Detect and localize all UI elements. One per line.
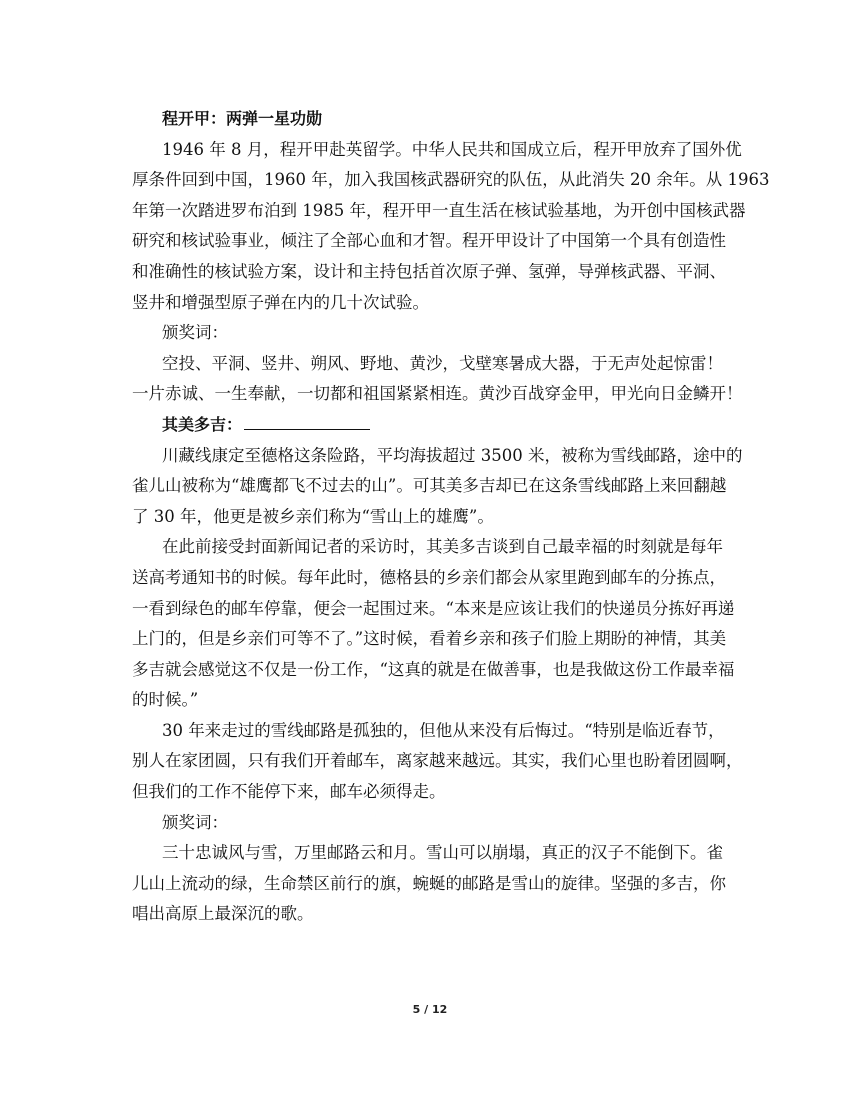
paragraph-line: 厚条件回到中国，1960 年，加入我国核武器研究的队伍，从此消失 20 余年。从 1963 — [132, 170, 770, 190]
paragraph-line: 了 30 年，他更是被乡亲们称为“雪山上的雄鹰”。 — [132, 506, 494, 526]
paragraph-line: 多吉就会感觉这不仅是一份工作，“这真的就是在做善事，也是我做这份工作最幸福 — [132, 659, 735, 679]
award-line: 唱出高原上最深沉的歌。 — [132, 904, 314, 924]
paragraph-line: 一看到绿色的邮车停靠，便会一起围过来。“本来是应该让我们的快递员分拣好再递 — [132, 598, 735, 618]
paragraph-line: 和准确性的核试验方案，设计和主持包括首次原子弹、氢弹，导弹核武器、平洞、 — [132, 261, 726, 281]
award-line: 一片赤诚、一生奉献，一切都和祖国紧紧相连。黄沙百战穿金甲，甲光向日金鳞开！ — [132, 384, 743, 404]
paragraph-line: 1946 年 8 月，程开甲赴英留学。中华人民共和国成立后，程开甲放弃了国外优 — [162, 139, 742, 159]
paragraph-line: 研究和核试验事业，倾注了全部心血和才智。程开甲设计了中国第一个具有创造性 — [132, 231, 726, 251]
section-heading-with-blank — [132, 410, 738, 441]
fill-in-blank[interactable] — [244, 410, 370, 430]
paragraph-line: 送高考通知书的时候。每年此时，德格县的乡亲们都会从家里跑到邮车的分拣点， — [132, 567, 726, 587]
paragraph-line: 别人在家团圆，只有我们开着邮车，离家越来越远。其实，我们心里也盼着团圆啊， — [132, 751, 743, 771]
paragraph-line: 的时候。” — [132, 690, 199, 710]
paragraph-line: 年第一次踏进罗布泊到 1985 年，程开甲一直生活在核试验基地，为开创中国核武器 — [132, 200, 746, 220]
paragraph-line: 30 年来走过的雪线邮路是孤独的，但他从来没有后悔过。“特别是临近春节， — [162, 720, 725, 740]
award-line: 三十忠诚风与雪，万里邮路云和月。雪山可以崩塌，真正的汉子不能倒下。雀 — [162, 843, 723, 863]
award-line: 空投、平洞、竖井、朔风、野地、黄沙，戈壁寒暑成大器，于无声处起惊雷！ — [162, 353, 723, 373]
paragraph-line: 雀儿山被称为“雄鹰都飞不过去的山”。可其美多吉却已在这条雪线邮路上来回翻越 — [132, 476, 727, 496]
award-line: 儿山上流动的绿，生命禁区前行的旗，蜿蜒的邮路是雪山的旋律。坚强的多吉，你 — [132, 873, 726, 893]
paragraph-line: 竖井和增强型原子弹在内的几十次试验。 — [132, 292, 429, 312]
paragraph-line: 但我们的工作不能停下来，邮车必须得走。 — [132, 782, 446, 802]
document-page — [132, 104, 770, 930]
section-heading: 其美多吉： — [162, 414, 243, 434]
paragraph-line: 在此前接受封面新闻记者的采访时，其美多吉谈到自己最幸福的时刻就是每年 — [162, 537, 723, 557]
page-number: 5 / 12 — [412, 1003, 448, 1016]
award-label: 颁奖词： — [162, 323, 228, 343]
paragraph-line: 上门的，但是乡亲们可等不了。”这时候，看着乡亲和孩子们脸上期盼的神情，其美 — [132, 629, 727, 649]
award-label: 颁奖词： — [162, 812, 228, 832]
paragraph-line: 川藏线康定至德格这条险路，平均海拔超过 3500 米，被称为雪线邮路，途中的 — [162, 445, 743, 465]
section-heading: 程开甲：两弹一星功勋 — [162, 109, 323, 128]
